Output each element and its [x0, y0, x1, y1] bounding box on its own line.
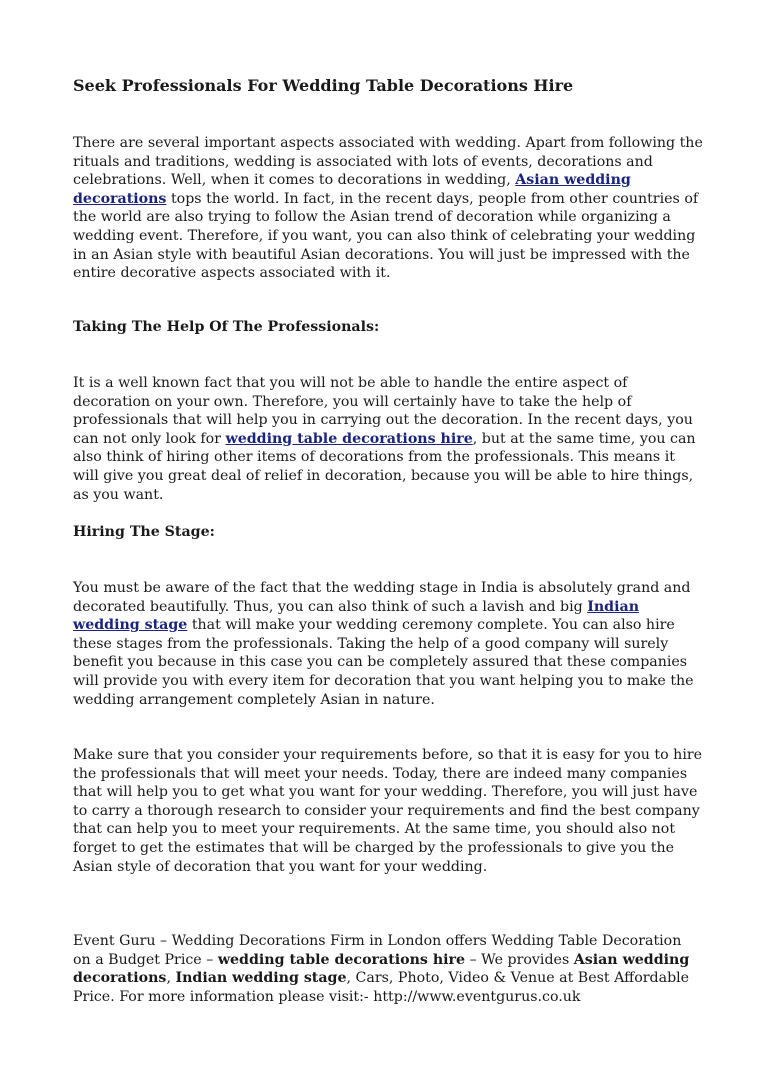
intro-paragraph: [73, 134, 703, 283]
professionals-paragraph: [73, 374, 703, 504]
footer-text-d: ,: [166, 970, 176, 987]
stage-paragraph: [73, 579, 703, 709]
asian-wedding-decorations-link[interactable]: Asian wedding decorations: [73, 172, 631, 207]
footer-text-c: – We provides: [465, 951, 574, 968]
document-title: Seek Professionals For Wedding Table Decorations Hire: [73, 76, 574, 95]
indian-wedding-stage-link[interactable]: Indian wedding stage: [73, 598, 640, 634]
footer-bold-indian-stage: Indian wedding stage: [175, 970, 347, 987]
footer-bold-table-hire: wedding table decorations hire: [217, 951, 466, 968]
intro-text-a: There are several important aspects associated with wedding. Apart from following the rituals and traditions, wedding is associated with lots of events, decorations and celebrations. Well, when it comes to decorations in wedding,: [73, 135, 703, 189]
section-heading-professionals: Taking The Help Of The Professionals:: [73, 319, 380, 335]
professionals-text-a: It is a well known fact that you will not be able to handle the entire aspect of decoration on your own. Therefore, you will certainly have to take the help of professionals that will help you in carrying out the decoration. In the recent days, you can not only look for: [73, 375, 693, 447]
intro-text-b: tops the world. In fact, in the recent days, people from other countries of the world are also trying to follow the Asian trend of decoration while organizing a wedding event. Therefore, if you want, you can also think of celebrating your wedding in an Asian style with beautiful Asian decorations. You will just be impressed with the entire decorative aspects associated with it.: [73, 190, 699, 282]
stage-text-b: that will make your wedding ceremony complete. You can also hire these stages from the professionals. Taking the help of a good company will surely benefit you because in this case you can be completely assured that these companies will provide you with every item for decoration that you want helping you to make the wedding arrangement completely Asian in nature.: [73, 617, 694, 708]
footer-text-e: , Cars, Photo, Video & Venue at Best Affordable Price. For more information please visit:- http://www.eventgurus.co.uk: [73, 970, 690, 1005]
footer-bold-asian-decorations: Asian wedding decorations: [73, 951, 690, 987]
footer-text-a: Event Guru – Wedding Decorations Firm in London offers Wedding Table Decoration on a Budget Price –: [73, 933, 682, 968]
wedding-table-decorations-hire-link[interactable]: wedding table decorations hire: [225, 430, 473, 447]
professionals-text-b: , but at the same time, you can also think of hiring other items of decorations from the professionals. This means it will give you great deal of relief in decoration, because you will be able to hire things, as you want.: [73, 430, 696, 503]
stage-text-a: You must be aware of the fact that the wedding stage in India is absolutely grand and decorated beautifully. Thus, you can also think of such a lavish and big: [73, 580, 691, 615]
footer-paragraph: [73, 932, 703, 1006]
section-heading-stage: Hiring The Stage:: [73, 524, 215, 540]
requirements-paragraph: Make sure that you consider your requirements before, so that it is easy for you to hire the professionals that will meet your needs. Today, there are indeed many companies that will help you to get what you want for your wedding. Therefore, you will just have to carry a thorough research to consider your requirements and find the best company that can help you to meet your requirements. At the same time, you should also not forget to get the estimates that will be charged by the professionals to give you the Asian style of decoration that you want for your wedding.: [73, 747, 703, 875]
